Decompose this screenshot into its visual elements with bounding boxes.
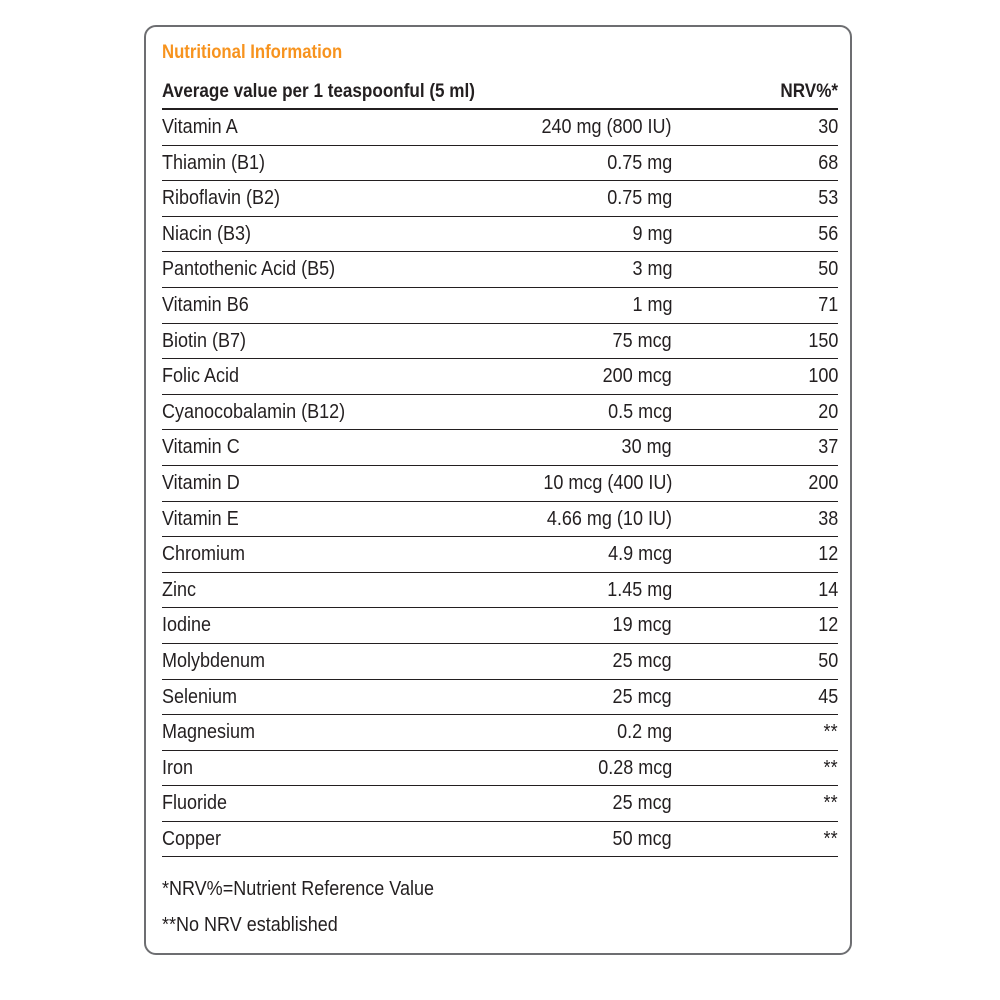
nutrient-name: Selenium: [162, 685, 238, 708]
table-row: [162, 573, 838, 609]
panel-title: Nutritional Information: [162, 42, 343, 63]
nutrient-amount: 25 mcg: [612, 685, 672, 708]
table-row: [162, 822, 838, 858]
nutrient-name: Iron: [162, 756, 194, 779]
nutrient-name: Riboflavin (B2): [162, 187, 281, 210]
nutrient-amount: 30 mg: [621, 436, 672, 459]
nutrient-name: Cyanocobalamin (B12): [162, 400, 346, 423]
table-row: [162, 359, 838, 395]
footnote-no-nrv: **No NRV established: [162, 914, 338, 936]
nutrient-amount: 50 mcg: [612, 827, 672, 850]
nutrient-name: Copper: [162, 827, 222, 850]
table-row: [162, 502, 838, 538]
table-row: [162, 288, 838, 324]
table-row: [162, 110, 838, 146]
nutrient-nrv: 14: [817, 578, 838, 601]
nutrient-amount: 200 mcg: [602, 365, 672, 388]
nutrient-amount: 19 mcg: [612, 614, 672, 637]
nutrient-nrv: 68: [817, 151, 838, 174]
nutrient-amount: 3 mg: [631, 258, 672, 281]
table-row: [162, 395, 838, 431]
nutrient-name: Thiamin (B1): [162, 151, 266, 174]
table-row: [162, 324, 838, 360]
nutrient-amount: 0.75 mg: [606, 187, 672, 210]
nutrient-name: Vitamin D: [162, 471, 240, 494]
nutrient-name: Niacin (B3): [162, 222, 252, 245]
nutrient-amount: 240 mg (800 IU): [541, 116, 672, 138]
nutrient-nrv: 200: [807, 471, 838, 494]
nutrient-amount: 75 mcg: [612, 329, 672, 352]
table-row: [162, 715, 838, 751]
table-row: [162, 252, 838, 288]
nutrient-nrv: 150: [807, 329, 838, 352]
table-row: [162, 680, 838, 716]
nutrient-nrv: **: [823, 792, 838, 815]
nutrient-nrv: 53: [817, 187, 838, 210]
nutrient-amount: 1.45 mg: [606, 578, 672, 601]
nutrient-nrv: **: [823, 721, 838, 744]
nutrient-amount: 4.9 mcg: [607, 543, 672, 566]
nutrient-name: Molybdenum: [162, 649, 266, 672]
nutrient-nrv: **: [823, 756, 838, 779]
nutrient-nrv: 12: [817, 543, 838, 566]
nutrient-name: Vitamin E: [162, 507, 239, 530]
nutrient-nrv: 100: [807, 365, 838, 388]
table-row: [162, 217, 838, 253]
nutrient-name: Zinc: [162, 578, 197, 601]
nutrient-name: Pantothenic Acid (B5): [162, 258, 336, 281]
nutrient-amount: 25 mcg: [612, 792, 672, 815]
nutrient-amount: 0.5 mcg: [607, 400, 672, 423]
nutrient-amount: 10 mcg (400 IU): [542, 471, 672, 494]
table-row: [162, 430, 838, 466]
table-row: [162, 751, 838, 787]
nutrient-name: Biotin (B7): [162, 329, 247, 352]
nutrient-name: Vitamin A: [162, 116, 238, 138]
table-row: [162, 146, 838, 182]
nutrient-amount: 4.66 mg (10 IU): [546, 507, 672, 530]
nutrient-name: Vitamin C: [162, 436, 240, 459]
nutrient-nrv: 20: [817, 400, 838, 423]
serving-size-header: Average value per 1 teaspoonful (5 ml): [162, 81, 475, 102]
nutrient-nrv: 12: [817, 614, 838, 637]
nrv-header: NRV%*: [780, 81, 838, 102]
table-row: [162, 786, 838, 822]
nutrient-name: Fluoride: [162, 792, 228, 815]
nutrient-name: Chromium: [162, 543, 246, 566]
table-row: [162, 181, 838, 217]
table-header: [162, 78, 838, 110]
nutrient-nrv: 45: [817, 685, 838, 708]
table-row: [162, 608, 838, 644]
table-row: [162, 644, 838, 680]
nutrient-amount: 0.75 mg: [606, 151, 672, 174]
nutrient-name: Vitamin B6: [162, 293, 249, 316]
nutrient-amount: 0.2 mg: [616, 721, 672, 744]
nutrient-nrv: **: [823, 827, 838, 850]
nutrient-nrv: 50: [817, 258, 838, 281]
nutrient-amount: 9 mg: [631, 222, 672, 245]
nutrient-table: [162, 110, 838, 857]
table-row: [162, 466, 838, 502]
nutrient-amount: 1 mg: [631, 293, 672, 316]
nutrient-name: Magnesium: [162, 721, 256, 744]
nutrient-nrv: 37: [817, 436, 838, 459]
nutrient-nrv: 50: [817, 649, 838, 672]
nutrient-nrv: 30: [817, 116, 838, 138]
nutrient-nrv: 71: [817, 293, 838, 316]
nutrient-nrv: 38: [817, 507, 838, 530]
nutrient-nrv: 56: [817, 222, 838, 245]
footnote-nrv-definition: *NRV%=Nutrient Reference Value: [162, 878, 434, 900]
nutrient-name: Folic Acid: [162, 365, 240, 388]
nutrient-amount: 25 mcg: [612, 649, 672, 672]
nutrient-name: Iodine: [162, 614, 212, 637]
nutrient-amount: 0.28 mcg: [597, 756, 672, 779]
table-row: [162, 537, 838, 573]
